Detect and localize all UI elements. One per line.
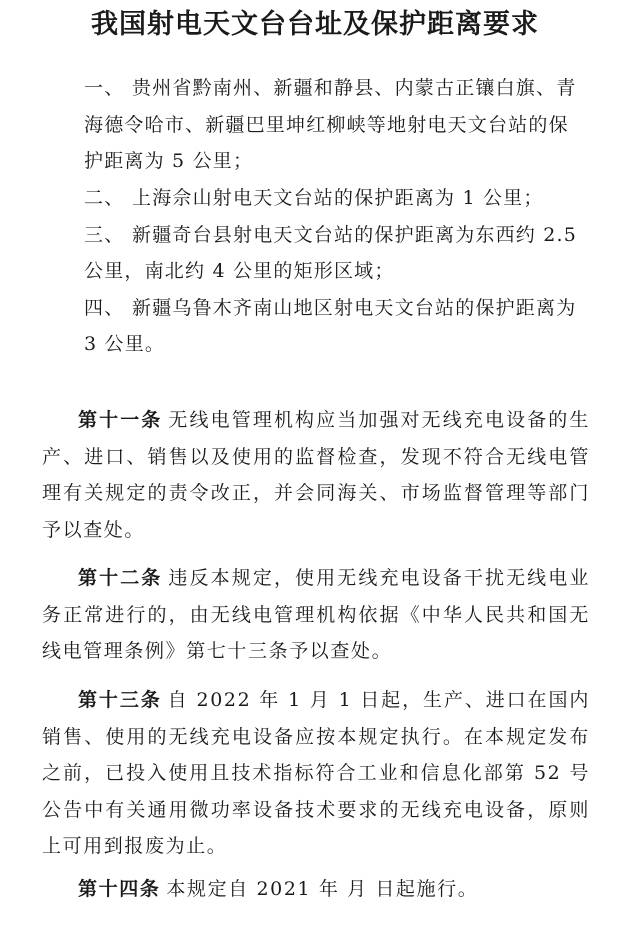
article-11 (0, 402, 630, 548)
list-number: 二、 (84, 187, 125, 209)
list-text: 新疆乌鲁木齐南山地区射电天文台站的保护距离为 3 公里。 (84, 296, 577, 355)
article-14 (0, 871, 630, 908)
articles (0, 402, 630, 922)
article-heading: 第十三条 (78, 689, 162, 711)
article-text: 无线电管理机构应当加强对无线充电设备的生产、进口、销售以及使用的监督检查，发现不符合无线电管理有关规定的责令改正，并会同海关、市场监督管理等部门予以查处。 (42, 409, 590, 541)
list-item (0, 290, 630, 363)
article-13 (0, 682, 630, 865)
article-heading: 第十二条 (78, 567, 163, 589)
article-text: 本规定自 2021 年 月 日起施行。 (166, 878, 479, 900)
list-number: 四、 (84, 296, 125, 319)
document-title: 我国射电天文台台址及保护距离要求 (91, 9, 539, 40)
list-item (0, 180, 630, 217)
list-text: 上海佘山射电天文台站的保护距离为 1 公里； (132, 187, 544, 209)
site-list (0, 70, 630, 363)
article-text: 违反本规定，使用无线充电设备干扰无线电业务正常进行的，由无线电管理机构依据《中华人民共和国无线电管理条例》第七十三条予以查处。 (42, 567, 590, 662)
list-text: 新疆奇台县射电天文台站的保护距离为东西约 2.5 公里，南北约 4 公里的矩形区域； (84, 223, 578, 282)
list-item (0, 70, 630, 180)
list-number: 三、 (84, 223, 125, 246)
article-12 (0, 560, 630, 670)
article-text: 自 2022 年 1 月 1 日起，生产、进口在国内销售、使用的无线充电设备应按本规定执行。在本规定发布之前，已投入使用且技术指标符合工业和信息化部第 52 号公告中有关通用微功率设备技术要求的无线充电设备，原则上可用到报废为止。 (42, 689, 590, 857)
article-heading: 第十一条 (78, 409, 163, 431)
list-text: 贵州省黔南州、新疆和静县、内蒙古正镶白旗、青海德令哈市、新疆巴里坤红柳峡等地射电天文台站的保护距离为 5 公里； (84, 77, 577, 172)
article-heading: 第十四条 (78, 878, 161, 900)
list-item (0, 217, 630, 290)
list-number: 一、 (84, 77, 125, 99)
